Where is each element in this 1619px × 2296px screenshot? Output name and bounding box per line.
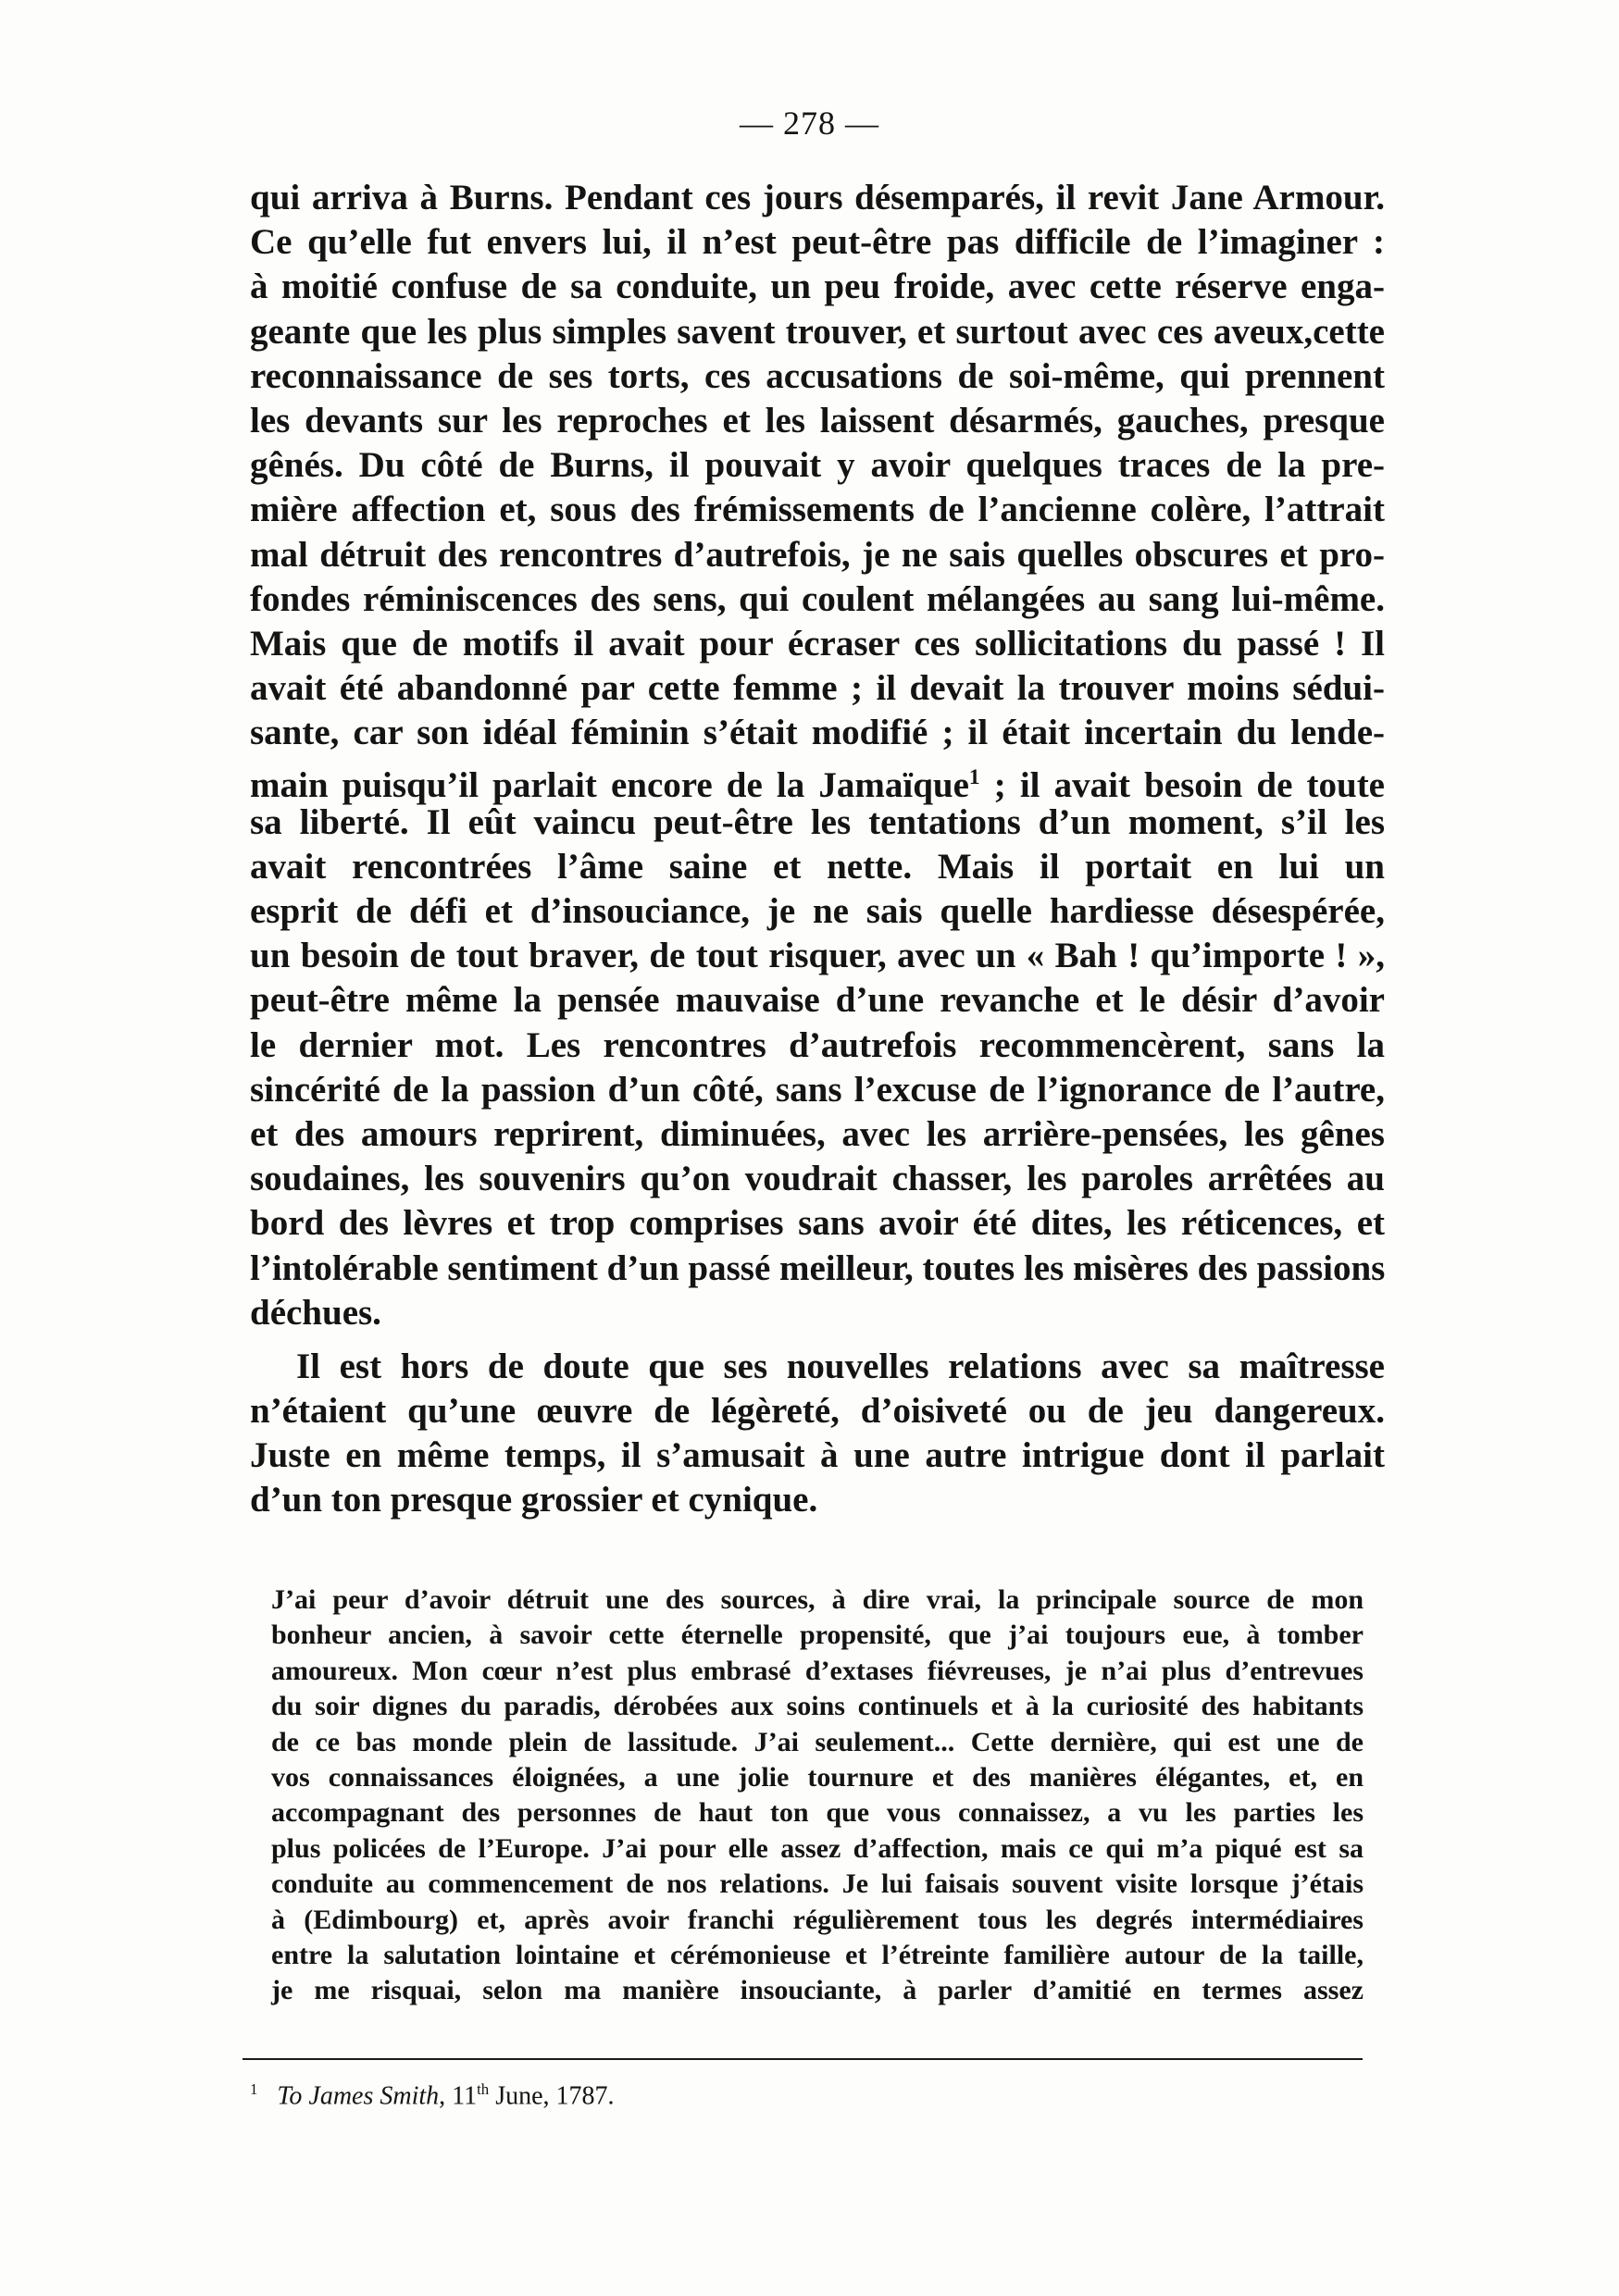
text-line: avait été abandonné par cette femme ; il devait la trouver moins sédui- — [250, 668, 1385, 709]
text-line: Mais que de motifs il avait pour écraser ces sollicitations du passé ! Il — [250, 623, 1385, 664]
footnote-reference: 1 — [968, 765, 980, 790]
text-line: reconnaissance de ses torts, ces accusations de soi-même, qui prennent — [250, 355, 1385, 396]
quote-line: du soir dignes du paradis, dérobées aux soins continuels et à la curiosité des habitants — [271, 1691, 1364, 1722]
footnote-title: To James Smith — [277, 2081, 440, 2111]
text-line: avait rencontrées l’âme saine et nette. Mais il portait en lui un — [250, 846, 1385, 887]
text-line: bord des lèvres et trop comprises sans avoir été dites, les réticences, et — [250, 1203, 1385, 1244]
page-number: — 278 — — [740, 105, 879, 142]
text-line: mière affection et, sous des frémissements de l’ancienne colère, l’attrait — [250, 490, 1385, 530]
text-line: sante, car son idéal féminin s’était modifié ; il était incertain du lende- — [250, 713, 1385, 753]
text-line: à moitié confuse de sa conduite, un peu froide, avec cette réserve enga- — [250, 267, 1385, 307]
footnote-marker: 1 — [250, 2080, 258, 2098]
quote-line: plus policées de l’Europe. J’ai pour elle assez d’affection, mais ce qui m’a piqué est sa — [271, 1832, 1364, 1864]
text-line-part: main puisqu’il parlait encore de la Jamaïque — [250, 765, 969, 806]
text-line: geante que les plus simples savent trouver, et surtout avec ces aveux,cette — [250, 311, 1385, 352]
text-line: Ce qu’elle fut envers lui, il n’est peut-être pas difficile de l’imaginer : — [250, 222, 1385, 263]
text-line: n’étaient qu’une œuvre de légèreté, d’oisiveté ou de jeu dangereux. — [250, 1391, 1385, 1432]
text-line: d’un ton presque grossier et cynique. — [250, 1480, 818, 1520]
text-line: mal détruit des rencontres d’autrefois, je ne sais quelles obscures et pro- — [250, 534, 1385, 575]
text-line: Juste en même temps, il s’amusait à une autre intrigue dont il parlait — [250, 1435, 1385, 1476]
quote-line: conduite au commencement de nos relations. Je lui faisais souvent visite lorsque j’étais — [271, 1868, 1364, 1900]
quote-line: amoureux. Mon cœur n’est plus embrasé d’extases fiévreuses, je n’ai plus d’entrevues — [271, 1655, 1364, 1686]
quote-line: de ce bas monde plein de lassitude. J’ai seulement... Cette dernière, qui est une de — [271, 1726, 1364, 1757]
text-line-part: ; il avait besoin de toute — [979, 765, 1385, 806]
text-line: sa liberté. Il eût vaincu peut-être les tentations d’un moment, s’il les — [250, 801, 1385, 842]
text-line: les devants sur les reproches et les laissent désarmés, gauches, presque — [250, 400, 1385, 441]
text-line: l’intolérable sentiment d’un passé meilleur, toutes les misères des passions — [250, 1247, 1386, 1288]
text-line: et des amours reprirent, diminuées, avec les arrière-pensées, les gênes — [250, 1113, 1385, 1154]
text-line: déchues. — [250, 1292, 381, 1333]
footnote: $^1$ To James Smith, 11th June, 1787. — [250, 2080, 615, 2111]
text-line: Il est hors de doute que ses nouvelles relations avec sa maîtresse — [296, 1346, 1385, 1386]
footnote-day: 11 — [452, 2081, 478, 2111]
quote-line: vos connaissances éloignées, a une jolie tournure et des manières élégantes, et, en — [271, 1761, 1364, 1793]
text-line: le dernier mot. Les rencontres d’autrefois recommencèrent, sans la — [250, 1024, 1385, 1065]
quote-line: accompagnant des personnes de haut ton que vous connaissez, a vu les parties les — [271, 1797, 1364, 1829]
text-line: un besoin de tout braver, de tout risquer, avec un « Bah ! qu’importe ! », — [250, 936, 1385, 976]
text-line: peut-être même la pensée mauvaise d’une revanche et le désir d’avoir — [250, 980, 1385, 1021]
text-line: gênés. Du côté de Burns, il pouvait y avoir quelques traces de la pre- — [250, 445, 1385, 486]
text-line: fondes réminiscences des sens, qui coulent mélangées au sang lui-même. — [250, 578, 1385, 619]
text-line: esprit de défi et d’insouciance, je ne sais quelle hardiesse désespérée, — [250, 891, 1385, 931]
text-line — [250, 755, 1385, 806]
text-line: soudaines, les souvenirs qu’on voudrait chasser, les paroles arrêtées au — [250, 1159, 1385, 1199]
quote-line: à (Edimbourg) et, après avoir franchi régulièrement tous les degrés intermédiaires — [271, 1904, 1364, 1935]
quote-line: je me risquai, selon ma manière insouciante, à parler d’amitié en termes assez — [271, 1975, 1364, 2006]
quote-line: bonheur ancien, à savoir cette éternelle propensité, que j’ai toujours eue, à tomber — [271, 1620, 1364, 1651]
footnote-day-suffix: th — [477, 2080, 490, 2098]
paragraph-2 — [250, 1345, 1385, 1523]
paragraph-1 — [250, 176, 1385, 1335]
main-text — [250, 176, 1385, 1523]
quote-line: J’ai peur d’avoir détruit une des sources, à dire vrai, la principale source de mon — [271, 1584, 1364, 1615]
text-line: sincérité de la passion d’un côté, sans l’excuse de l’ignorance de l’autre, — [250, 1069, 1385, 1110]
text-line: qui arriva à Burns. Pendant ces jours désemparés, il revit Jane Armour. — [250, 178, 1385, 217]
quote-line: entre la salutation lointaine et cérémonieuse et l’étreinte familière autour de la taille, — [271, 1939, 1364, 1970]
footnote-date: June, 1787. — [489, 2081, 615, 2111]
footnote-rule — [243, 2058, 1363, 2060]
quoted-letter — [271, 1582, 1364, 2009]
